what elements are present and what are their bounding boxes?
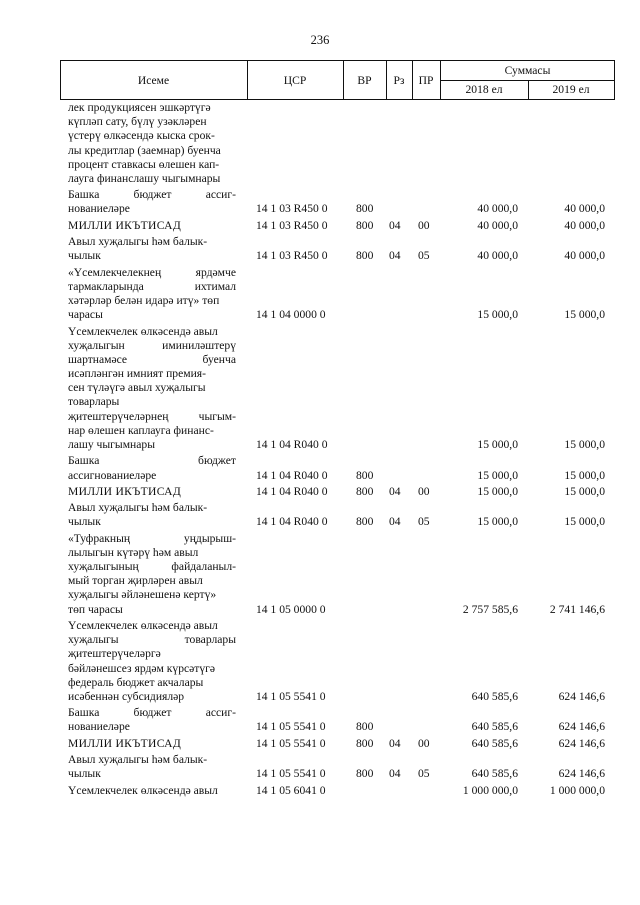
row-sum-2018: 15 000,0 xyxy=(477,438,518,452)
row-csr: 14 1 05 0000 0 xyxy=(256,602,326,616)
row-vr: 800 xyxy=(356,515,374,529)
row-sum-2019: 40 000,0 xyxy=(564,249,605,263)
row-name-line: Авыл хуҗалыгы һәм балык- xyxy=(68,501,208,515)
row-name xyxy=(68,619,236,704)
table-row xyxy=(0,784,640,798)
row-sum-2019: 624 146,6 xyxy=(558,767,605,781)
row-sum-2019: 2 741 146,6 xyxy=(549,602,605,616)
row-name-line: МИЛЛИ ИКЪТИСАД xyxy=(68,218,182,232)
row-name xyxy=(68,485,236,499)
row-sum-2019: 1 000 000,0 xyxy=(549,783,605,797)
row-csr: 14 1 05 6041 0 xyxy=(256,783,326,797)
row-name-line: тармакларында ихтимал xyxy=(68,279,236,293)
row-name-line: шартнамәсе буенча xyxy=(68,352,236,366)
row-name-line: хуҗалыгын иминиләштерү xyxy=(68,338,236,352)
row-name-line: җитештерүчеләргә xyxy=(68,647,161,661)
row-name xyxy=(68,737,236,751)
row-name-line: чылык xyxy=(68,515,101,529)
row-rz: 04 xyxy=(389,767,401,781)
row-sum-2018: 15 000,0 xyxy=(477,515,518,529)
row-name-line: процент ставкасы өлешен кап- xyxy=(68,157,220,171)
row-vr: 800 xyxy=(356,202,374,216)
row-sum-2018: 640 585,6 xyxy=(471,690,518,703)
row-name-line: лы кредитлар (заемнар) буенча xyxy=(68,143,221,157)
row-csr: 14 1 04 R040 0 xyxy=(256,438,328,452)
table-row xyxy=(0,454,640,482)
header-year-2019: 2019 ел xyxy=(552,83,590,96)
row-pr: 00 xyxy=(418,736,430,750)
row-sum-2019: 624 146,6 xyxy=(558,736,605,750)
row-csr: 14 1 03 R450 0 xyxy=(256,249,328,263)
row-sum-2019: 40 000,0 xyxy=(564,202,605,216)
table-row xyxy=(0,325,640,453)
row-sum-2019: 40 000,0 xyxy=(564,218,605,232)
row-csr: 14 1 04 R040 0 xyxy=(256,484,328,498)
row-name-line: нованиеләре xyxy=(68,720,130,734)
table-row xyxy=(0,235,640,263)
row-sum-2019: 15 000,0 xyxy=(564,308,605,322)
row-sum-2019: 624 146,6 xyxy=(558,690,605,703)
row-sum-2018: 2 757 585,6 xyxy=(462,602,518,616)
row-sum-2018: 640 585,6 xyxy=(471,767,518,781)
row-name-line: лауга финанслашу чыгымнары xyxy=(68,171,221,185)
row-sum-2019: 624 146,6 xyxy=(558,720,605,734)
row-sum-2018: 15 000,0 xyxy=(477,308,518,322)
row-name xyxy=(68,501,236,529)
row-name-line: чылык xyxy=(68,767,101,781)
row-name-line: исәпләнгән имният премия- xyxy=(68,367,206,381)
table-row xyxy=(0,737,640,751)
row-name-line: нованиеләре xyxy=(68,202,130,216)
row-name-line: лылыгын күтәрү һәм авыл xyxy=(68,545,199,559)
row-name-line: Башка бюджет ассиг- xyxy=(68,188,236,202)
row-name-line: товарлары xyxy=(68,395,120,409)
row-name-line: Үсемлекчелек өлкәсендә авыл xyxy=(68,783,218,797)
row-name-line: Авыл хуҗалыгы һәм балык- xyxy=(68,753,208,767)
table-row xyxy=(0,485,640,499)
row-name xyxy=(68,325,236,453)
row-rz: 04 xyxy=(389,218,401,232)
header-vr: ВР xyxy=(357,73,372,87)
table-row xyxy=(0,753,640,781)
row-name xyxy=(68,101,236,186)
row-name-line: бәйләнешсез ярдәм күрсәтүгә xyxy=(68,661,216,675)
row-name xyxy=(68,706,236,734)
row-sum-2018: 15 000,0 xyxy=(477,484,518,498)
row-sum-2019: 15 000,0 xyxy=(564,468,605,482)
row-name-line: лашу чыгымнары xyxy=(68,438,155,451)
row-name xyxy=(68,532,236,617)
row-name-line: сен түләүгә авыл хуҗалыгы xyxy=(68,381,206,395)
row-name-line: чарасы xyxy=(68,308,103,322)
row-sum-2018: 640 585,6 xyxy=(471,736,518,750)
row-name-line: хәтәрләр белән идарә итү» төп xyxy=(68,293,220,307)
row-name xyxy=(68,784,236,798)
row-name-line: «Үсемлекчелекнең ярдәмче xyxy=(68,265,236,279)
row-vr: 800 xyxy=(356,218,374,232)
row-csr: 14 1 05 5541 0 xyxy=(256,767,326,781)
row-name-line: лек продукциясен эшкәртүгә xyxy=(68,101,211,114)
row-csr: 14 1 03 R450 0 xyxy=(256,202,328,216)
row-sum-2018: 40 000,0 xyxy=(477,249,518,263)
row-name-line: Башка бюджет ассиг- xyxy=(68,706,236,720)
row-csr: 14 1 05 5541 0 xyxy=(256,690,326,703)
row-name xyxy=(68,266,236,323)
table-row xyxy=(0,266,640,323)
row-name-line: үстерү өлкәсендә кыска срок- xyxy=(68,129,215,143)
row-name-line: Авыл хуҗалыгы һәм балык- xyxy=(68,235,208,249)
row-name-line: «Туфракның уңдырыш- xyxy=(68,531,236,545)
row-name-line: МИЛЛИ ИКЪТИСАД xyxy=(68,736,182,750)
row-vr: 800 xyxy=(356,249,374,263)
row-name-line: төп чарасы xyxy=(68,602,123,616)
row-vr: 800 xyxy=(356,484,374,498)
row-pr: 00 xyxy=(418,484,430,498)
table-row xyxy=(0,501,640,529)
row-name-line: җитештерүчеләрнең чыгым- xyxy=(68,409,236,423)
header-sums: Суммасы xyxy=(504,63,551,77)
row-name-line: Үсемлекчелек өлкәсендә авыл xyxy=(68,619,218,632)
header-year-2018: 2018 ел xyxy=(465,83,503,96)
page-number: 236 xyxy=(310,33,330,47)
row-name xyxy=(68,235,236,263)
row-sum-2018: 40 000,0 xyxy=(477,202,518,216)
header-pr: ПР xyxy=(418,73,434,87)
row-name-line: хуҗалыгы товарлары xyxy=(68,633,236,647)
row-csr: 14 1 04 R040 0 xyxy=(256,515,328,529)
row-rz: 04 xyxy=(389,249,401,263)
row-name-line: хуҗалыгы әйләнешенә кертү» xyxy=(68,588,217,602)
header-name: Исеме xyxy=(137,73,170,87)
header-rz: Рз xyxy=(393,73,405,87)
table-row xyxy=(0,188,640,216)
row-name-line: ассигнованиеләре xyxy=(68,468,157,482)
row-name-line: МИЛЛИ ИКЪТИСАД xyxy=(68,484,182,498)
row-name xyxy=(68,188,236,216)
row-sum-2019: 15 000,0 xyxy=(564,438,605,452)
row-pr: 00 xyxy=(418,218,430,232)
table-row xyxy=(0,706,640,734)
table-row xyxy=(0,101,640,186)
row-name-line: Башка бюджет xyxy=(68,454,236,468)
table-row xyxy=(0,532,640,617)
row-csr: 14 1 04 R040 0 xyxy=(256,468,328,482)
row-rz: 04 xyxy=(389,484,401,498)
row-name xyxy=(68,753,236,781)
row-name-line: исәбеннән субсидияләр xyxy=(68,689,185,703)
row-sum-2018: 15 000,0 xyxy=(477,468,518,482)
table-row xyxy=(0,619,640,704)
row-sum-2018: 640 585,6 xyxy=(471,720,518,734)
row-rz: 04 xyxy=(389,515,401,529)
row-csr: 14 1 05 5541 0 xyxy=(256,720,326,734)
header-csr: ЦСР xyxy=(283,73,307,87)
row-pr: 05 xyxy=(418,767,430,781)
row-name-line: хуҗалыгының файдаланыл- xyxy=(68,560,236,574)
row-name-line: федераль бюджет акчалары xyxy=(68,675,204,689)
row-vr: 800 xyxy=(356,736,374,750)
row-csr: 14 1 05 5541 0 xyxy=(256,736,326,750)
row-rz: 04 xyxy=(389,736,401,750)
row-pr: 05 xyxy=(418,515,430,529)
row-vr: 800 xyxy=(356,720,374,734)
row-sum-2018: 1 000 000,0 xyxy=(462,783,518,797)
row-vr: 800 xyxy=(356,468,374,482)
row-sum-2018: 40 000,0 xyxy=(477,218,518,232)
row-csr: 14 1 04 0000 0 xyxy=(256,308,326,322)
row-pr: 05 xyxy=(418,249,430,263)
row-name xyxy=(68,454,236,482)
row-name xyxy=(68,219,236,233)
row-name-line: күпләп сату, бүлү узәкләрен xyxy=(68,115,207,129)
row-csr: 14 1 03 R450 0 xyxy=(256,218,328,232)
row-name-line: нар өлешен каплауга финанс- xyxy=(68,423,214,437)
row-name-line: мый торган җирләрен авыл xyxy=(68,574,203,588)
row-name-line: чылык xyxy=(68,249,101,263)
table-row xyxy=(0,219,640,233)
row-name-line: Үсемлекчелек өлкәсендә авыл xyxy=(68,324,218,338)
row-vr: 800 xyxy=(356,767,374,781)
row-sum-2019: 15 000,0 xyxy=(564,484,605,498)
row-sum-2019: 15 000,0 xyxy=(564,515,605,529)
